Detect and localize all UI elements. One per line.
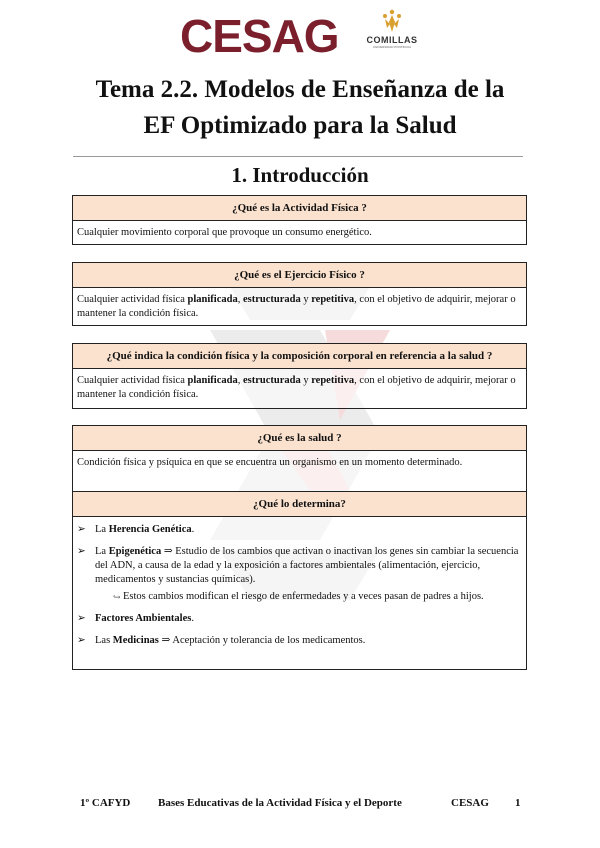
health-indicators-answer-text: , con el objetivo de adquirir, mejorar o mantener la condición física.: [77, 375, 516, 400]
comillas-logo: [360, 8, 424, 64]
comillas-wordmark: COMILLAS: [366, 35, 418, 45]
determinants-list: [73, 517, 526, 660]
page-footer: [80, 797, 530, 813]
exercise-answer-text: , con el objetivo de adquirir, mejorar o mantener la condición física.: [77, 294, 516, 319]
health-indicators-bold-repetitive: repetitiva: [311, 375, 355, 386]
section-heading: 1. Introducción: [231, 163, 369, 187]
exercise-definition-box: [72, 262, 527, 326]
health-indicators-question: ¿Qué indica la condición física y la composición corporal en referencia a la salud ?: [73, 344, 526, 369]
activity-definition-box: [72, 195, 527, 245]
exercise-answer-bold-repetitive: repetitiva: [311, 294, 355, 305]
health-indicators-answer: [73, 369, 526, 406]
exercise-answer: [73, 288, 526, 325]
list-item-bold: Herencia Genética: [108, 524, 192, 535]
health-indicators-answer-text: Cualquier actividad física: [77, 375, 188, 386]
exercise-answer-sep: y: [300, 294, 312, 305]
page-title-line2: EF Optimizado para la Salud: [143, 112, 457, 139]
arrow-bullet-icon: ➢: [77, 613, 86, 624]
health-indicators-box: [72, 343, 527, 409]
cesag-logo: CESAG: [180, 10, 339, 62]
list-item: [77, 523, 521, 537]
return-arrow-icon: ↪: [113, 592, 121, 602]
list-item-bold: Epigenética: [108, 546, 162, 557]
comillas-subtext: UNIVERSIDAD PONTIFICIA: [372, 45, 412, 49]
footer-institution: CESAG: [451, 797, 489, 809]
list-item-text: ⇒ Aceptación y tolerancia de los medicamentos.: [158, 635, 366, 646]
list-item-text: ⇒ Estudio de los cambios que activan o inactivan los genes sin cambiar la secuencia del ADN, a causa de la edad y la exposición a factores ambientales (alimentación, ejercicio, medicamentos y sustancias químicas).: [95, 546, 519, 585]
health-definition-box: [72, 425, 527, 670]
health-indicators-bold-structured: estructurada: [242, 375, 301, 386]
determinants-question: ¿Qué lo determina?: [73, 491, 526, 517]
arrow-bullet-icon: ➢: [77, 635, 86, 646]
epigenetics-sublist: [95, 590, 521, 604]
health-indicators-sep: ,: [237, 375, 243, 386]
title-divider: [73, 156, 523, 157]
list-item-text: La: [95, 546, 109, 557]
exercise-answer-text: Cualquier actividad física: [77, 294, 188, 305]
page-header: [0, 8, 600, 60]
health-question: ¿Qué es la salud ?: [73, 426, 526, 451]
list-item: [77, 634, 521, 648]
health-answer: Condición física y psíquica en que se encuentra un organismo en un momento determinado.: [77, 457, 463, 468]
exercise-answer-sep: ,: [237, 294, 243, 305]
sub-list-item: [113, 590, 521, 604]
sub-list-item-text: Estos cambios modifican el riesgo de enfermedades y a veces pasan de padres a hijos.: [123, 591, 484, 602]
list-item-text: .: [191, 524, 195, 535]
health-indicators-sep: y: [300, 375, 312, 386]
list-item: [77, 545, 521, 604]
footer-subject: Bases Educativas de la Actividad Física y el Deporte: [158, 797, 402, 809]
exercise-question: ¿Qué es el Ejercicio Físico ?: [73, 263, 526, 288]
list-item-text: .: [191, 613, 194, 624]
footer-page-number: 1: [515, 797, 521, 809]
page-title-line1: Tema 2.2. Modelos de Enseñanza de la: [95, 76, 505, 103]
health-indicators-bold-planned: planificada: [187, 375, 238, 386]
exercise-answer-bold-planned: planificada: [187, 294, 238, 305]
page-title: [40, 72, 560, 144]
list-item-text: Las: [95, 635, 113, 646]
arrow-bullet-icon: ➢: [77, 524, 86, 535]
list-item: [77, 612, 521, 626]
footer-course: 1º CAFYD: [80, 797, 131, 809]
activity-question: ¿Qué es la Actividad Física ?: [73, 196, 526, 221]
arrow-bullet-icon: ➢: [77, 546, 86, 557]
exercise-answer-bold-structured: estructurada: [242, 294, 301, 305]
activity-answer: Cualquier movimiento corporal que provoque un consumo energético.: [77, 227, 372, 238]
list-item-bold: Factores Ambientales: [95, 613, 192, 624]
comillas-crest-icon: [379, 8, 405, 34]
list-item-text: La: [95, 524, 109, 535]
list-item-bold: Medicinas: [112, 635, 159, 646]
